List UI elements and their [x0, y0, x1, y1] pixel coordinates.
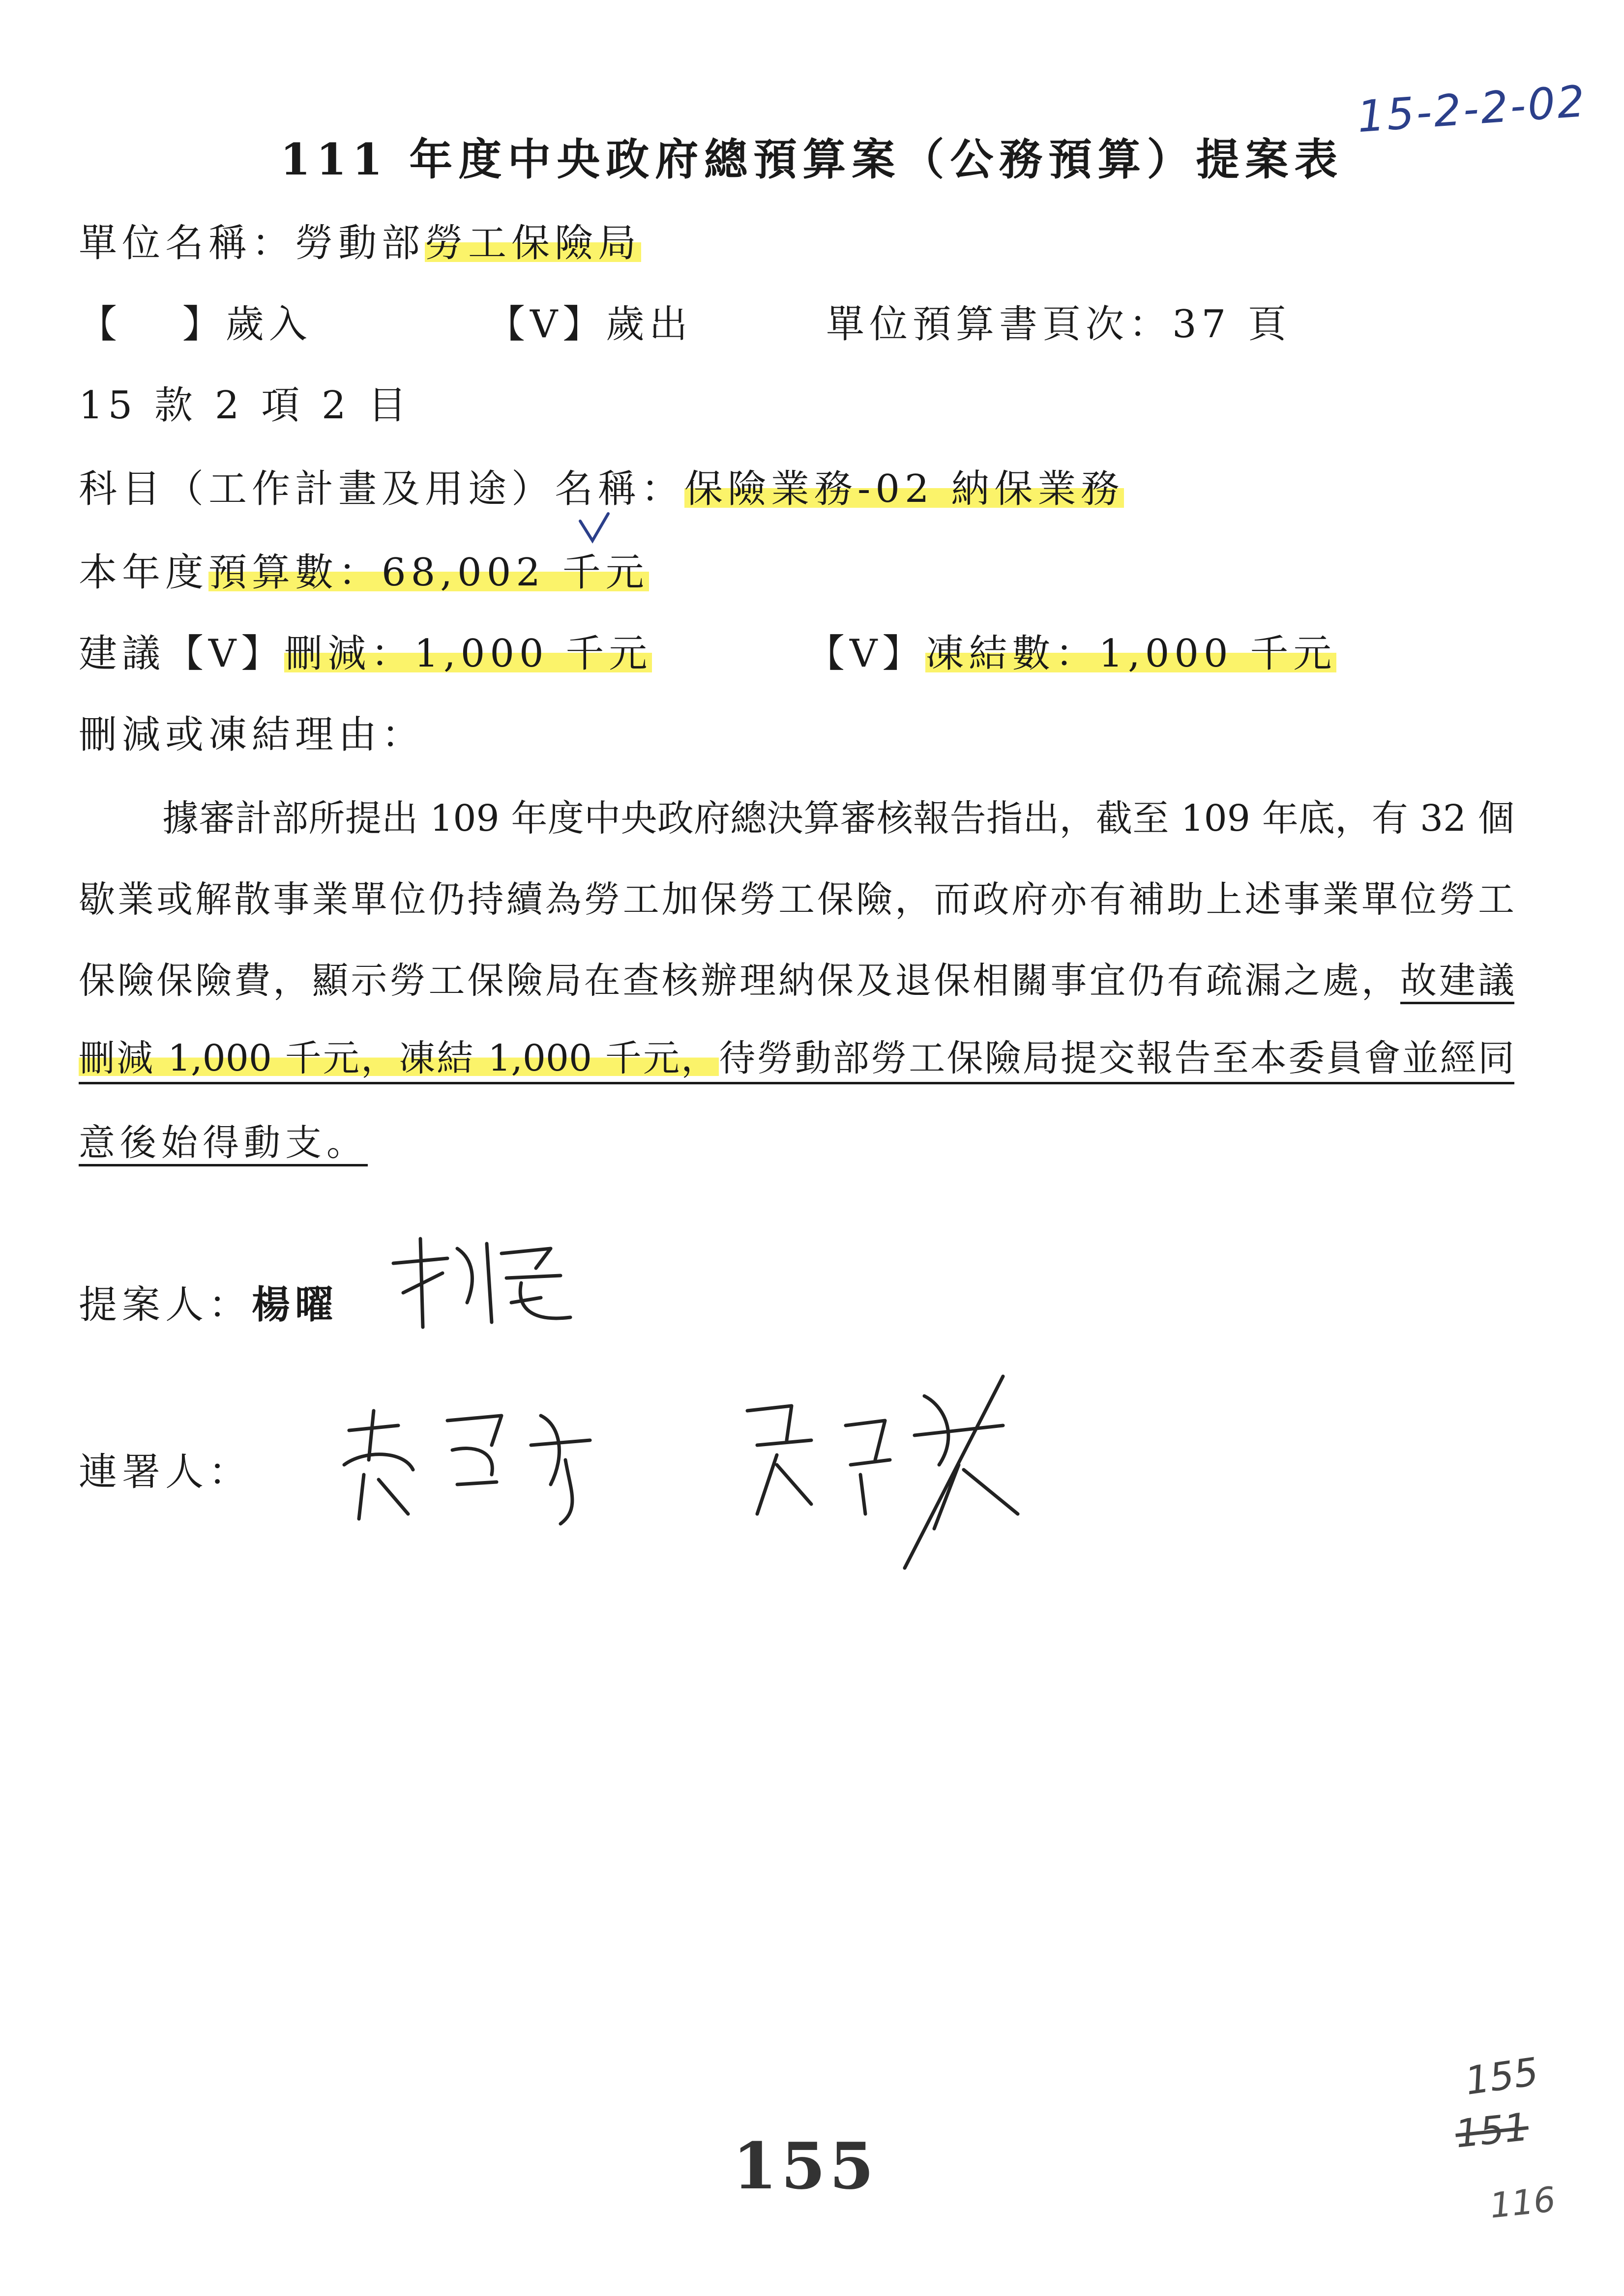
- cosigner-signature-2: [728, 1366, 1033, 1575]
- cut-amount: 刪減：1,000 千元: [284, 632, 652, 676]
- page-title: 111 年度中央政府總預算案（公務預算）提案表: [280, 134, 1344, 185]
- budget-row: [79, 546, 649, 600]
- reason-line-3-underlined: 故建議: [1400, 959, 1514, 1004]
- reason-line-5-text: 意後始得動支。: [79, 1122, 368, 1166]
- proposer-label: 提案人：: [79, 1283, 252, 1327]
- reason-line-4: [79, 1035, 1514, 1084]
- freeze-amount: 凍結數：1,000 千元: [925, 632, 1337, 676]
- proposer-row: [79, 1278, 338, 1332]
- cosigner-label: 連署人：: [79, 1450, 252, 1494]
- expense-checkbox-label: 【V】歲出: [487, 302, 693, 347]
- corner-code: 15-2-2-02: [1355, 75, 1589, 143]
- page-number: 155: [733, 2128, 878, 2204]
- subject-row: [79, 462, 1124, 516]
- check-mark-icon: [578, 511, 612, 548]
- unit-bureau: 勞工保險局: [425, 221, 642, 265]
- margin-note-3: 116: [1488, 2179, 1558, 2226]
- freeze-checkbox-label: 【V】: [806, 632, 926, 676]
- unit-ministry: 勞動部: [295, 221, 425, 265]
- unit-label: 單位名稱：: [79, 221, 295, 265]
- reason-line-2: 歇業或解散事業單位仍持續為勞工加保勞工保險，而政府亦有補助上述事業單位勞工: [79, 878, 1514, 921]
- reason-line-1: 據審計部所提出 109 年度中央政府總決算審核報告指出，截至 109 年底，有 32 個: [162, 797, 1514, 840]
- reason-line-3: [79, 954, 1514, 1008]
- unit-row: [79, 216, 641, 270]
- reason-line-4-rest: 待勞動部勞工保險局提交報告至本委員會並經同: [719, 1037, 1514, 1079]
- suggestion-prefix: 建議【V】: [79, 632, 285, 676]
- suggestion-row: [79, 627, 652, 681]
- cosigner-signature-1: [334, 1401, 610, 1531]
- subject-label: 科目（工作計畫及用途）名稱：: [79, 467, 685, 511]
- reason-highlighted-amounts: 刪減 1,000 千元，凍結 1,000 千元，: [79, 1037, 719, 1079]
- budget-amount: 預算數：68,002 千元: [208, 551, 649, 595]
- margin-note-1: 155: [1462, 2050, 1541, 2104]
- margin-note-2: 151: [1453, 2105, 1531, 2157]
- reason-line-5: [79, 1116, 368, 1170]
- budget-page-ref: 單位預算書頁次：37 頁: [826, 302, 1292, 347]
- proposer-signature: [374, 1229, 580, 1344]
- revenue-checkbox-label: 【 】歲入: [79, 302, 312, 347]
- freeze-row: [806, 627, 1336, 681]
- budget-code-line: 15 款 2 項 2 目: [79, 383, 412, 428]
- proposer-name: 楊曜: [252, 1282, 339, 1327]
- reason-label: 刪減或凍結理由：: [79, 713, 425, 757]
- subject-value: 保險業務-02 納保業務: [684, 467, 1124, 511]
- reason-line-3-text: 保險保險費，顯示勞工保險局在查核辦理納保及退保相關事宜仍有疏漏之處，: [79, 959, 1400, 1002]
- budget-prefix: 本年度: [79, 551, 209, 595]
